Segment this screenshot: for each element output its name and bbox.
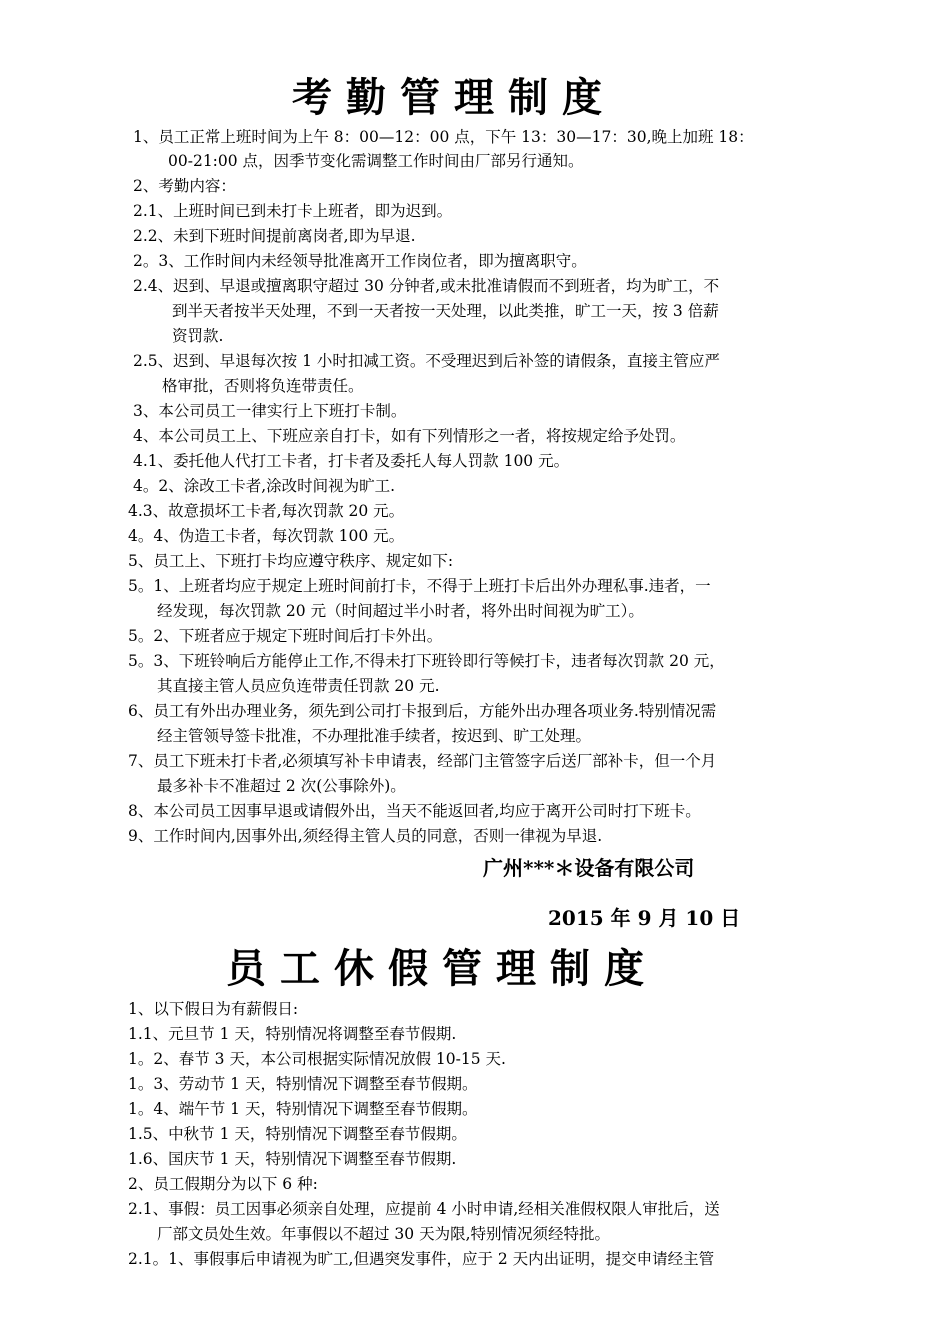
attendance-item-9: 9、工作时间内,因事外出,须经得主管人员的同意，否则一律视为早退. bbox=[128, 827, 603, 845]
attendance-item-3: 3、本公司员工一律实行上下班打卡制。 bbox=[133, 402, 407, 420]
attendance-item-2-2: 2.2、未到下班时间提前离岗者,即为早退. bbox=[133, 227, 416, 245]
attendance-item-5-1: 5。1、上班者均应于规定上班时间前打卡，不得于上班打卡后出外办理私事.违者，一 bbox=[128, 577, 711, 595]
attendance-item-1-cont bbox=[168, 149, 584, 173]
attendance-item-5-2: 5。2、下班者应于规定下班时间后打卡外出。 bbox=[128, 627, 443, 645]
attendance-item-2-4-cont-2: 资罚款. bbox=[172, 327, 224, 345]
leave-item-2-1: 2.1、事假：员工因事必须亲自处理，应提前 4 小时申请,经相关准假权限人审批后，送 bbox=[128, 1200, 720, 1218]
attendance-title: 考勤管理制度 bbox=[292, 74, 616, 121]
leave-item-1-1: 1.1、元旦节 1 天，特别情况将调整至春节假期. bbox=[128, 1025, 457, 1043]
attendance-item-1 bbox=[133, 125, 754, 149]
attendance-item-2: 2、考勤内容： bbox=[133, 177, 236, 195]
attendance-item-8: 8、本公司员工因事早退或请假外出，当天不能返回者,均应于离开公司时打下班卡。 bbox=[128, 802, 701, 820]
attendance-item-7: 7、员工下班未打卡者,必须填写补卡申请表，经部门主管签字后送厂部补卡，但一个月 bbox=[128, 752, 717, 770]
document-date: 2015 年 9 月 10 日 bbox=[548, 906, 741, 930]
attendance-item-2-5: 2.5、迟到、早退每次按 1 小时扣减工资。不受理迟到后补签的请假条，直接主管应严 bbox=[133, 352, 720, 370]
leave-item-2-1-cont: 厂部文员处生效。年事假以不超过 30 天为限,特别情况须经特批。 bbox=[157, 1225, 611, 1243]
attendance-item-4-3: 4.3、故意损坏工卡者,每次罚款 20 元。 bbox=[128, 502, 405, 520]
attendance-item-2-5-cont: 格审批，否则将负连带责任。 bbox=[162, 377, 364, 395]
attendance-item-6-cont: 经主管领导签卡批准，不办理批准手续者，按迟到、旷工处理。 bbox=[157, 727, 592, 745]
leave-item-1-3: 1。3、劳动节 1 天，特别情况下调整至春节假期。 bbox=[128, 1075, 478, 1093]
leave-item-1: 1、以下假日为有薪假日: bbox=[128, 1000, 299, 1018]
attendance-item-2-1: 2.1、上班时间已到未打卡上班者，即为迟到。 bbox=[133, 202, 453, 220]
leave-item-1-5: 1.5、中秋节 1 天，特别情况下调整至春节假期。 bbox=[128, 1125, 467, 1143]
leave-item-1-4: 1。4、端午节 1 天，特别情况下调整至春节假期。 bbox=[128, 1100, 478, 1118]
attendance-item-5-1-cont: 经发现，每次罚款 20 元（时间超过半小时者，将外出时间视为旷工）。 bbox=[157, 602, 644, 620]
attendance-item-4-1: 4.1、委托他人代打工卡者，打卡者及委托人每人罚款 100 元。 bbox=[133, 452, 570, 470]
leave-item-1-6: 1.6、国庆节 1 天，特别情况下调整至春节假期. bbox=[128, 1150, 457, 1168]
attendance-item-7-cont: 最多补卡不准超过 2 次(公事除外)。 bbox=[157, 777, 406, 795]
company-name: 广州***＊设备有限公司 bbox=[483, 856, 695, 880]
attendance-item-2-3: 2。3、工作时间内未经领导批准离开工作岗位者，即为擅离职守。 bbox=[133, 252, 587, 270]
attendance-item-1-line-1: 1、员工正常上班时间为上午 8：00—12：00 点，下午 13：30—17：30,晚上加班 18： bbox=[133, 128, 754, 146]
leave-title: 员工休假管理制度 bbox=[226, 945, 658, 992]
attendance-item-5-3-cont: 其直接主管人员应负连带责任罚款 20 元. bbox=[157, 677, 440, 695]
attendance-item-2-4: 2.4、迟到、早退或擅离职守超过 30 分钟者,或未批准请假而不到班者，均为旷工，不 bbox=[133, 277, 720, 295]
leave-item-1-2: 1。2、春节 3 天，本公司根据实际情况放假 10-15 天. bbox=[128, 1050, 506, 1068]
leave-item-2: 2、员工假期分为以下 6 种: bbox=[128, 1175, 318, 1193]
attendance-item-1-line-2: 00-21:00 点，因季节变化需调整工作时间由厂部另行通知。 bbox=[168, 152, 584, 170]
attendance-item-5-3: 5。3、下班铃响后方能停止工作,不得未打下班铃即行等候打卡，违者每次罚款 20 元， bbox=[128, 652, 725, 670]
leave-item-2-1-1: 2.1。1、事假事后申请视为旷工,但遇突发事件，应于 2 天内出证明，提交申请经主管 bbox=[128, 1250, 715, 1268]
attendance-item-4-4: 4。4、伪造工卡者，每次罚款 100 元。 bbox=[128, 527, 405, 545]
attendance-item-4-2: 4。2、涂改工卡者,涂改时间视为旷工. bbox=[133, 477, 396, 495]
attendance-item-5: 5、员工上、下班打卡均应遵守秩序、规定如下: bbox=[128, 552, 454, 570]
attendance-item-4: 4、本公司员工上、下班应亲自打卡，如有下列情形之一者，将按规定给予处罚。 bbox=[133, 427, 686, 445]
attendance-item-2-4-cont-1: 到半天者按半天处理，不到一天者按一天处理，以此类推，旷工一天，按 3 倍薪 bbox=[172, 302, 719, 320]
attendance-item-6: 6、员工有外出办理业务，须先到公司打卡报到后，方能外出办理各项业务.特别情况需 bbox=[128, 702, 717, 720]
